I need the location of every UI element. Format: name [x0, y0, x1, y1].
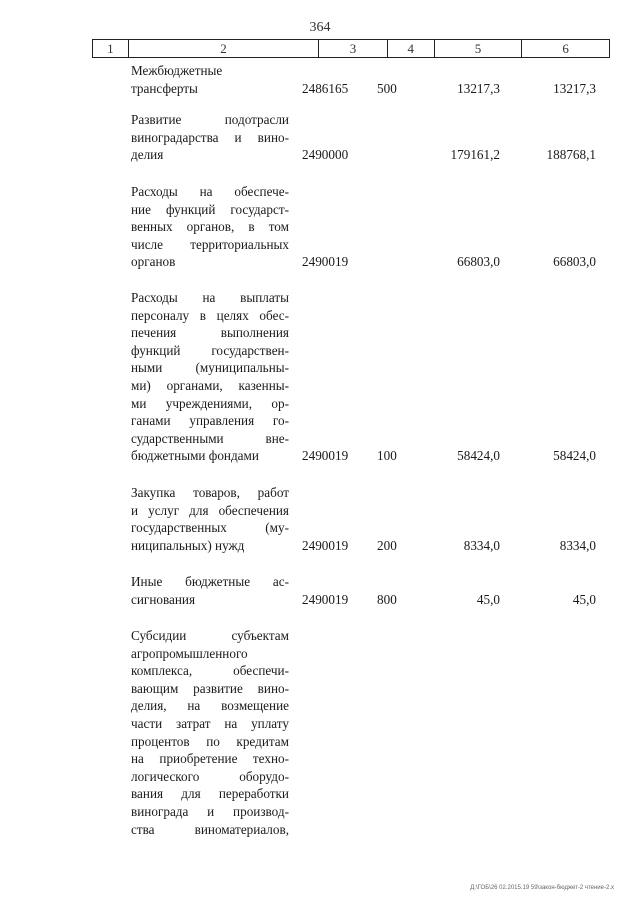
page-number: 364 — [309, 20, 331, 35]
desc-line: на приобретение техно- — [131, 751, 289, 767]
desc-line: ние функций государст- — [131, 201, 289, 217]
desc-line: виноградарства и вино- — [131, 129, 289, 145]
row-value-col6: 58424,0 — [553, 448, 596, 464]
row-kind: 800 — [377, 591, 397, 607]
row-description — [131, 289, 289, 465]
desc-line: функций государствен- — [131, 342, 289, 358]
desc-line: комплекса, обеспечи- — [131, 663, 289, 679]
desc-line: вания для переработки — [131, 786, 289, 802]
row-value-col6: 8334,0 — [559, 537, 596, 553]
row-value-col5: 8334,0 — [463, 537, 500, 553]
row-value-col6: 13217,3 — [553, 80, 596, 96]
header-col-1: 1 — [93, 40, 129, 57]
desc-line: логического оборудо- — [131, 768, 289, 784]
header-col-3: 3 — [319, 40, 388, 57]
desc-line: Межбюджетные трансферты — [131, 63, 223, 96]
desc-line: венных органов, в том — [131, 219, 289, 235]
desc-line: вающим развитие вино- — [131, 680, 289, 696]
row-value-col6: 66803,0 — [553, 254, 596, 270]
row-code: 2490019 — [302, 591, 349, 607]
row-description — [131, 183, 289, 271]
desc-line: Расходы на обеспече- — [131, 184, 289, 199]
row-code: 2486165 — [302, 80, 349, 96]
desc-line: ными (муниципальны- — [131, 360, 289, 376]
row-code: 2490019 — [302, 254, 349, 270]
row-description — [131, 111, 289, 164]
row-code: 2490019 — [302, 537, 349, 553]
desc-line: Развитие подотрасли — [131, 112, 289, 127]
desc-line: ганами управления го- — [131, 413, 289, 429]
file-path-footer: Д:\ГОБ\26 02.2015.19 59\закон-бюджет-2 чтение-2.x — [470, 885, 614, 891]
row-description — [131, 627, 289, 838]
header-col-4: 4 — [388, 40, 435, 57]
row-value-col6: 45,0 — [572, 591, 596, 607]
desc-line: Субсидии субъектам — [131, 628, 289, 643]
desc-line: сударственными вне- — [131, 430, 289, 446]
desc-line: агропромышленного — [131, 645, 248, 661]
desc-line: ниципальных) нужд — [131, 537, 245, 553]
desc-line: ми) органами, казенны- — [131, 377, 289, 393]
desc-line: делия — [131, 147, 164, 163]
row-code: 2490000 — [302, 147, 349, 163]
row-value-col5: 66803,0 — [457, 254, 500, 270]
row-kind: 500 — [377, 80, 397, 96]
desc-line: ства виноматериалов, — [131, 821, 289, 837]
row-value-col6: 188768,1 — [546, 147, 596, 163]
table-header-row — [92, 39, 610, 58]
desc-line: Иные бюджетные ас- — [131, 574, 289, 589]
header-col-6: 6 — [562, 40, 569, 56]
row-value-col5: 179161,2 — [450, 147, 500, 163]
desc-line: органов — [131, 254, 176, 270]
row-kind: 100 — [377, 448, 397, 464]
desc-line: сигнования — [131, 591, 196, 607]
row-kind: 200 — [377, 537, 397, 553]
desc-line: персоналу в целях обес- — [131, 307, 289, 323]
desc-line: процентов по кредитам — [131, 733, 289, 749]
desc-line: ми учреждениями, ор- — [131, 395, 289, 411]
desc-line: и услуг для обеспечения — [131, 502, 289, 518]
desc-line: делия, на возмещение — [131, 698, 289, 714]
desc-line: части затрат на уплату — [131, 715, 289, 731]
row-value-col5: 13217,3 — [457, 80, 500, 96]
row-description — [131, 484, 289, 554]
row-value-col5: 58424,0 — [457, 448, 500, 464]
desc-line: числе территориальных — [131, 236, 289, 252]
header-col-2: 2 — [129, 40, 319, 57]
desc-line: государственных (му- — [131, 520, 289, 536]
row-description — [131, 62, 289, 97]
desc-line: винограда и производ- — [131, 803, 289, 819]
desc-line: бюджетными фондами — [131, 448, 259, 464]
row-code: 2490019 — [302, 448, 349, 464]
row-description — [131, 573, 289, 608]
header-col-5: 5 — [435, 40, 523, 57]
desc-line: печения выполнения — [131, 325, 289, 341]
desc-line: Закупка товаров, работ — [131, 485, 289, 500]
desc-line: Расходы на выплаты — [131, 290, 289, 305]
row-value-col5: 45,0 — [476, 591, 500, 607]
